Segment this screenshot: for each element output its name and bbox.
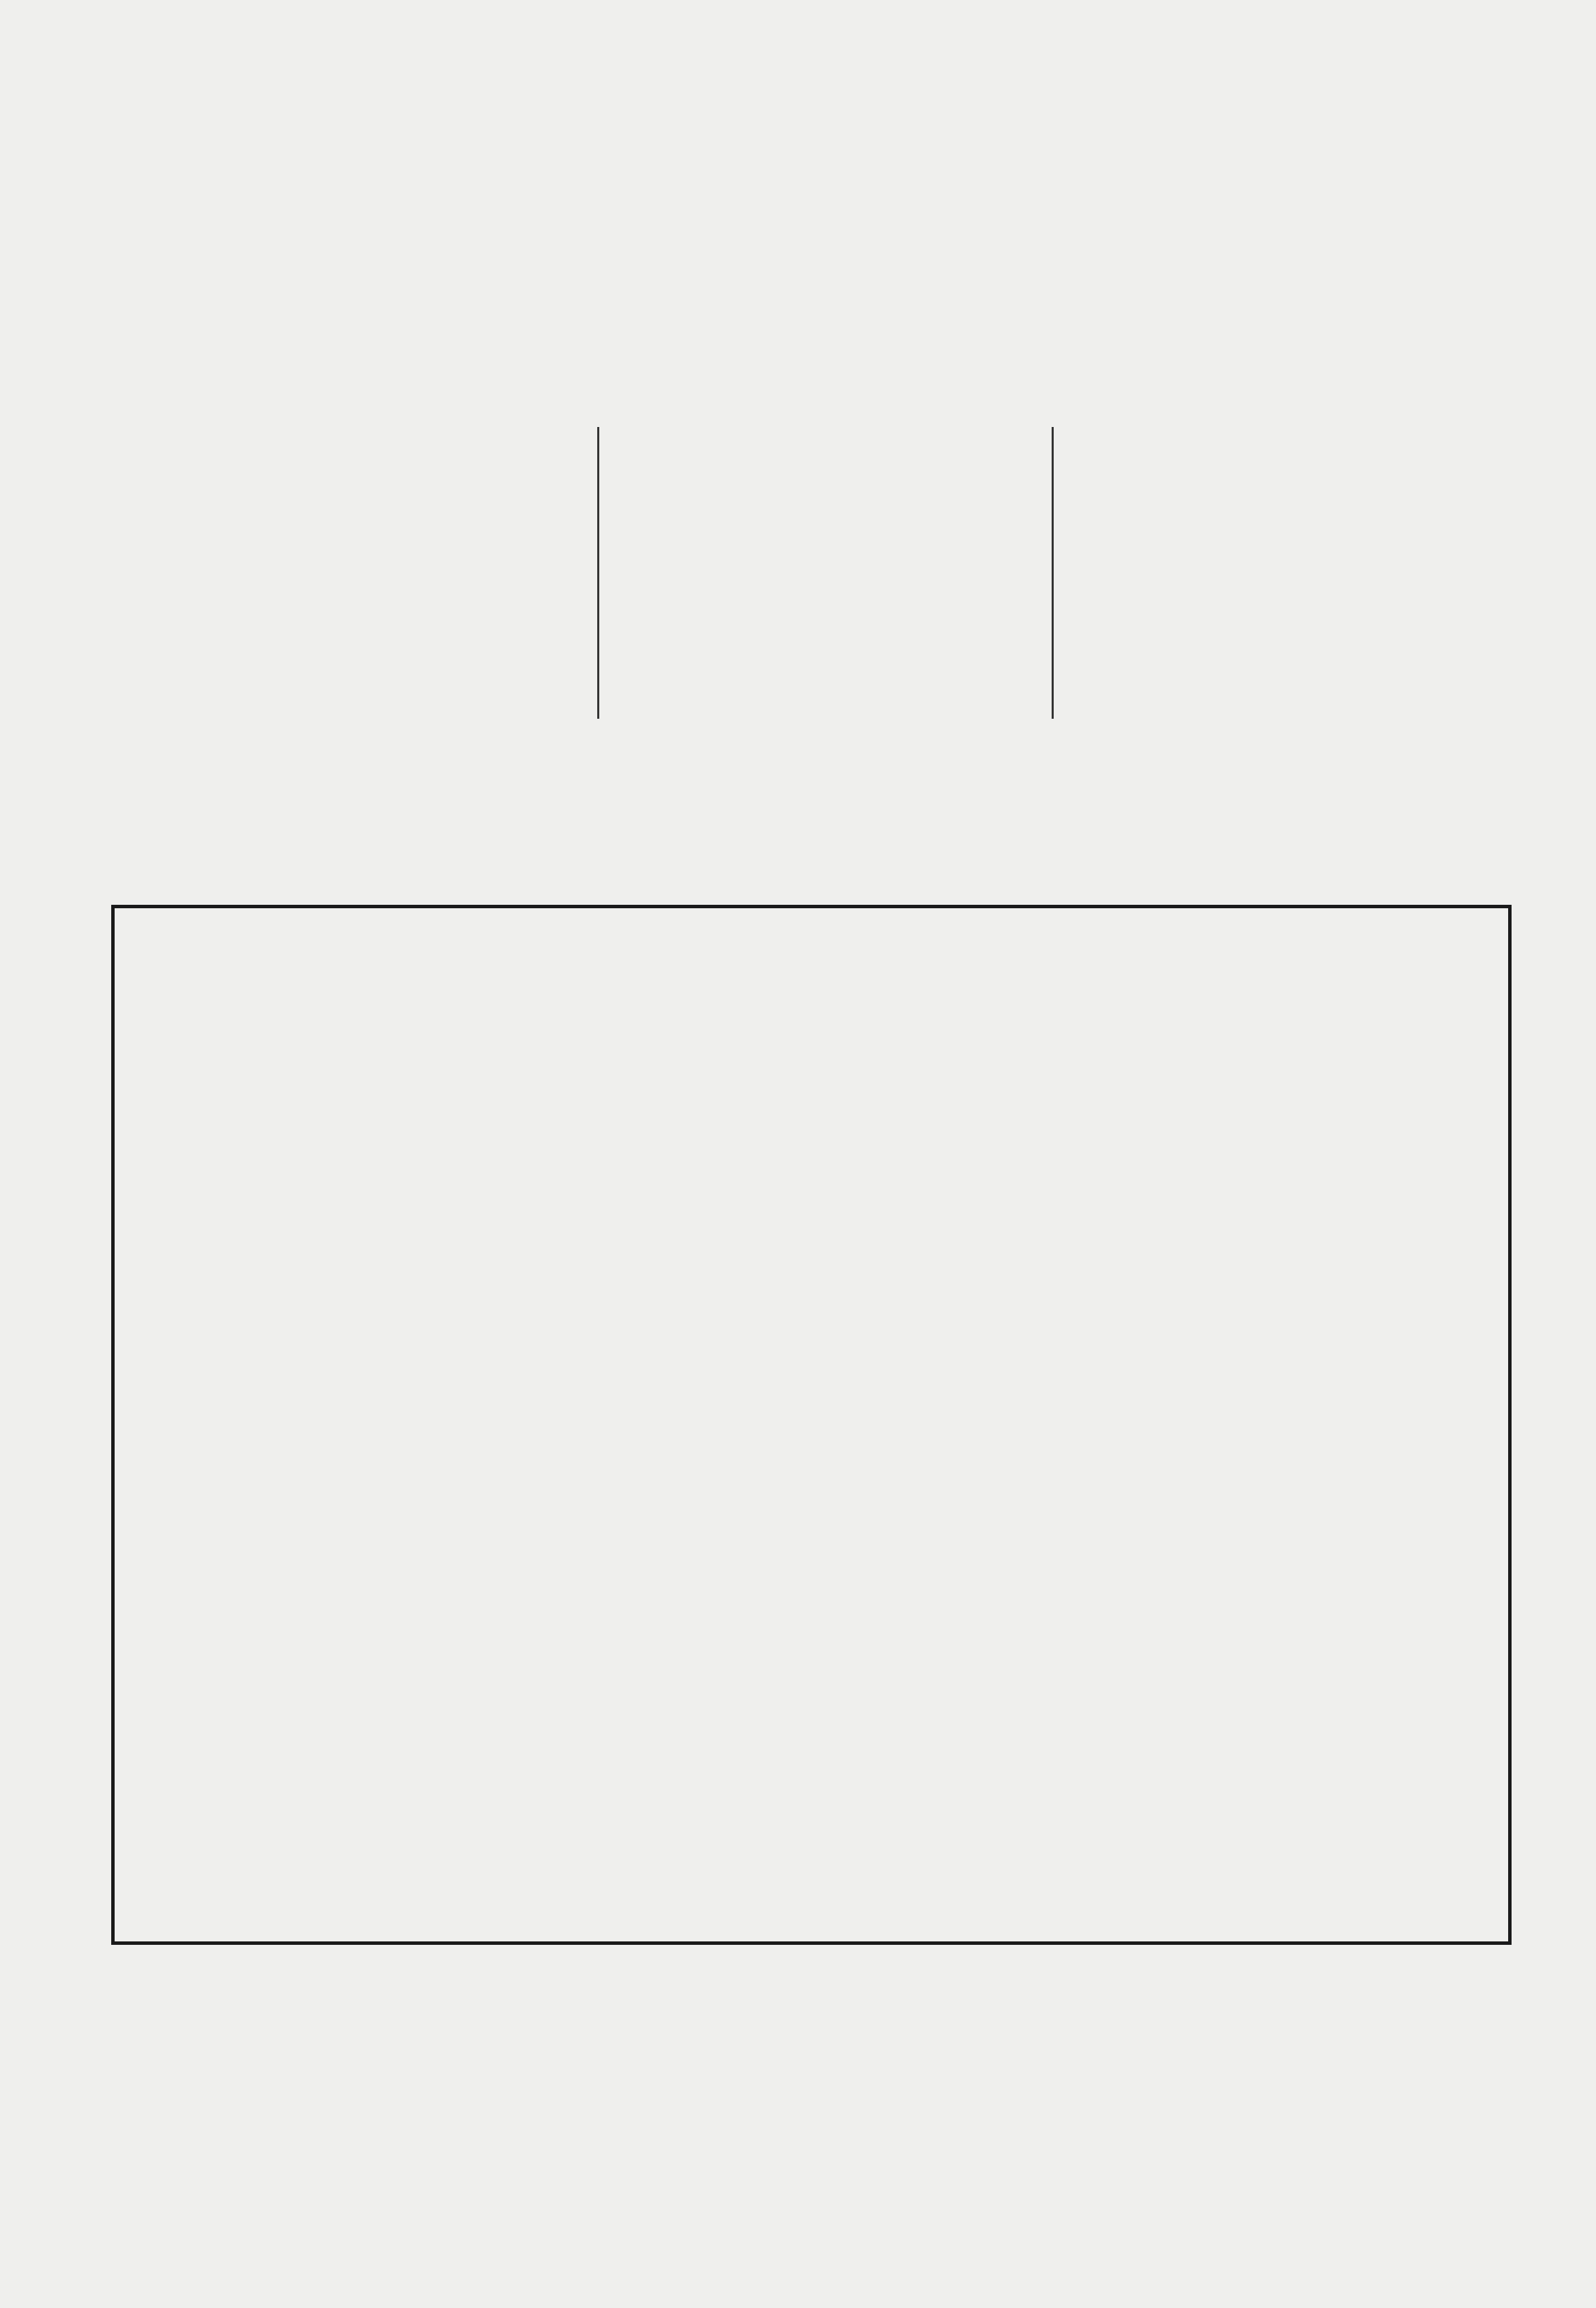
- statistics-table: [111, 905, 1512, 1945]
- places-divider-1: [597, 427, 599, 719]
- places-divider-2: [1052, 427, 1054, 719]
